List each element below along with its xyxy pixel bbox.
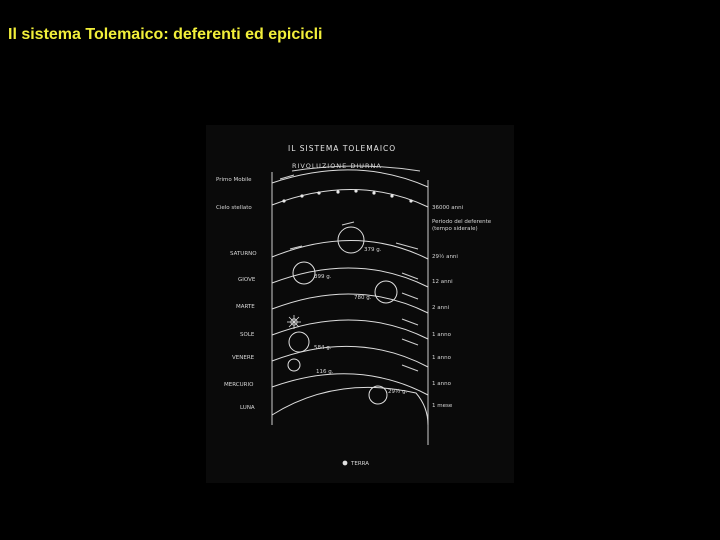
- deferent-primo-mobile: [272, 170, 428, 187]
- earth-label: TERRA: [351, 461, 370, 467]
- period-giove: 12 anni: [432, 279, 453, 285]
- earth-dot: [343, 461, 348, 466]
- epicycle-label-luna: 29½ g.: [388, 389, 408, 395]
- ptolemaic-system-diagram: [206, 125, 514, 483]
- arrow-mark: [402, 365, 418, 371]
- sphere-label-luna: LUNA: [240, 405, 255, 411]
- epicycle-luna: [369, 386, 387, 404]
- diagram-subtitle: RIVOLUZIONE DIURNA: [292, 162, 382, 170]
- star-dot: [300, 194, 303, 197]
- sphere-label-giove: GIOVE: [238, 277, 256, 283]
- epicycle-marte: [375, 281, 397, 303]
- star-dot: [409, 199, 412, 202]
- period-header-line2: (tempo siderale): [432, 226, 478, 232]
- epicycle-label-venere: 584 g.: [314, 345, 332, 351]
- star-dot: [336, 190, 339, 193]
- sphere-label-cielo-stellato: Cielo stellato: [216, 205, 252, 211]
- slide-title: Il sistema Tolemaico: deferenti ed epicicli: [8, 26, 323, 43]
- period-luna: 1 mese: [432, 403, 453, 409]
- arrow-mark: [402, 319, 418, 325]
- fixed-stars: [282, 189, 412, 202]
- deferent-marte: [272, 294, 428, 313]
- epicycle-label-saturno: 379 g.: [364, 247, 382, 253]
- epicycle-venere: [289, 332, 309, 352]
- diagram-title: IL SISTEMA TOLEMAICO: [288, 144, 397, 153]
- period-mercurio: 1 anno: [432, 381, 451, 387]
- sphere-label-mercurio: MERCURIO: [224, 382, 254, 388]
- star-dot: [372, 191, 375, 194]
- period-saturno: 29½ anni: [432, 254, 458, 260]
- sphere-label-sole: SOLE: [240, 332, 255, 338]
- deferent-venere: [272, 346, 428, 367]
- diagram-svg: [206, 125, 514, 483]
- arrow-mark: [342, 222, 354, 225]
- arrow-mark: [402, 273, 418, 279]
- sun-icon: [287, 315, 301, 329]
- period-marte: 2 anni: [432, 305, 450, 311]
- sphere-label-primo-mobile: Primo Mobile: [216, 177, 252, 183]
- period-sole: 1 anno: [432, 332, 451, 338]
- arrow-mark: [402, 339, 418, 345]
- epicycle-mercurio: [288, 359, 300, 371]
- star-dot: [317, 191, 320, 194]
- epicycle-label-giove: 399 g.: [314, 274, 332, 280]
- deferent-cielo-stellato: [272, 189, 428, 207]
- sphere-label-venere: VENERE: [232, 355, 255, 361]
- epicycle-label-mercurio: 116 g.: [316, 369, 334, 375]
- arrow-mark: [396, 243, 418, 249]
- sphere-label-marte: MARTE: [236, 304, 255, 310]
- epicycle-label-marte: 780 g.: [354, 295, 372, 301]
- arrow-mark: [402, 293, 418, 299]
- period-header-line1: Periodo del deferente: [432, 219, 492, 225]
- period-venere: 1 anno: [432, 355, 451, 361]
- deferent-sole: [272, 320, 428, 339]
- star-dot: [390, 194, 393, 197]
- star-dot: [282, 199, 285, 202]
- star-dot: [354, 189, 357, 192]
- period-cielo-stellato: 36000 anni: [432, 205, 464, 211]
- sphere-label-saturno: SATURNO: [230, 251, 257, 257]
- deferent-giove: [272, 268, 428, 287]
- motion-arrows: [280, 175, 418, 371]
- deferent-saturno: [272, 240, 428, 259]
